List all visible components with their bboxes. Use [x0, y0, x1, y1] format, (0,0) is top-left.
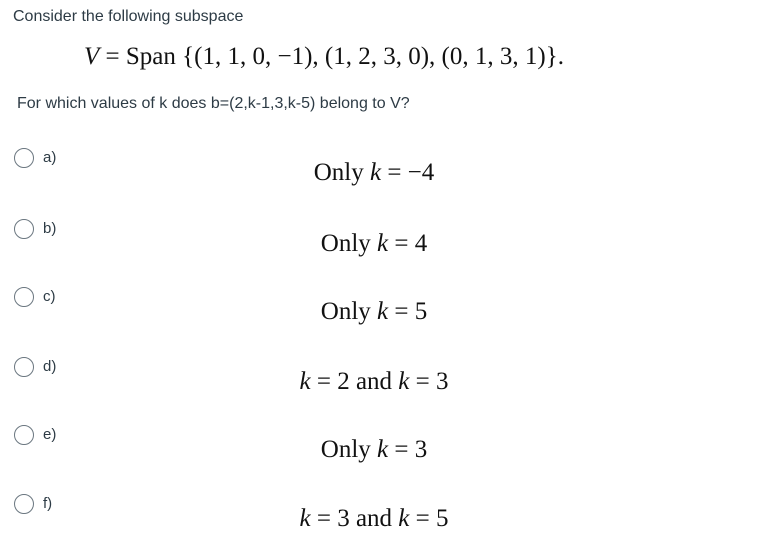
option-d[interactable]	[14, 357, 754, 397]
option-text-mid: = 4	[388, 230, 428, 257]
option-b[interactable]	[14, 219, 754, 259]
radio-button[interactable]	[14, 219, 34, 239]
option-text-post: = 5	[409, 505, 449, 532]
option-variable: k	[377, 298, 389, 325]
span-equals: =	[99, 43, 126, 70]
option-letter: e)	[43, 426, 57, 443]
option-c[interactable]	[14, 287, 754, 327]
option-text-mid: = −4	[381, 159, 435, 186]
option-letter: d)	[43, 358, 57, 375]
option-text-post: = 3	[409, 368, 449, 395]
radio-button[interactable]	[14, 357, 34, 377]
option-math	[154, 297, 594, 327]
option-variable: k	[377, 436, 389, 463]
span-equation	[84, 40, 564, 74]
option-letter: f)	[43, 495, 53, 512]
option-variable: k	[369, 159, 382, 186]
option-text-mid: = 5	[388, 298, 428, 325]
option-variable: k	[299, 505, 311, 532]
option-text-mid: = 3	[388, 436, 428, 463]
question-intro: Consider the following subspace	[13, 8, 244, 25]
option-math	[154, 158, 594, 188]
option-letter: b)	[43, 220, 57, 237]
option-text-pre: Only	[320, 436, 378, 463]
option-variable-2: k	[398, 505, 410, 532]
option-math	[154, 229, 594, 259]
option-text-mid: = 2 and	[310, 368, 399, 395]
option-text-pre: Only	[313, 159, 370, 186]
option-variable: k	[299, 368, 311, 395]
radio-button[interactable]	[14, 425, 34, 445]
option-letter: a)	[43, 149, 57, 166]
option-variable-2: k	[398, 368, 410, 395]
option-math	[154, 504, 594, 534]
radio-button[interactable]	[14, 494, 34, 514]
option-letter: c)	[43, 288, 56, 305]
option-text-mid: = 3 and	[310, 505, 399, 532]
span-rhs: Span {(1, 1, 0, −1), (1, 2, 3, 0), (0, 1, 3, 1)}.	[125, 43, 564, 70]
option-variable: k	[377, 230, 389, 257]
option-f[interactable]	[14, 494, 754, 534]
option-e[interactable]	[14, 425, 754, 465]
option-text-pre: Only	[320, 230, 378, 257]
span-lhs: V	[84, 43, 100, 70]
option-text-pre: Only	[320, 298, 378, 325]
option-a[interactable]	[14, 148, 754, 188]
option-math	[154, 435, 594, 465]
question-prompt: For which values of k does b=(2,k-1,3,k-5) belong to V?	[17, 95, 410, 112]
radio-button[interactable]	[14, 287, 34, 307]
radio-button[interactable]	[14, 148, 34, 168]
option-math	[154, 367, 594, 397]
